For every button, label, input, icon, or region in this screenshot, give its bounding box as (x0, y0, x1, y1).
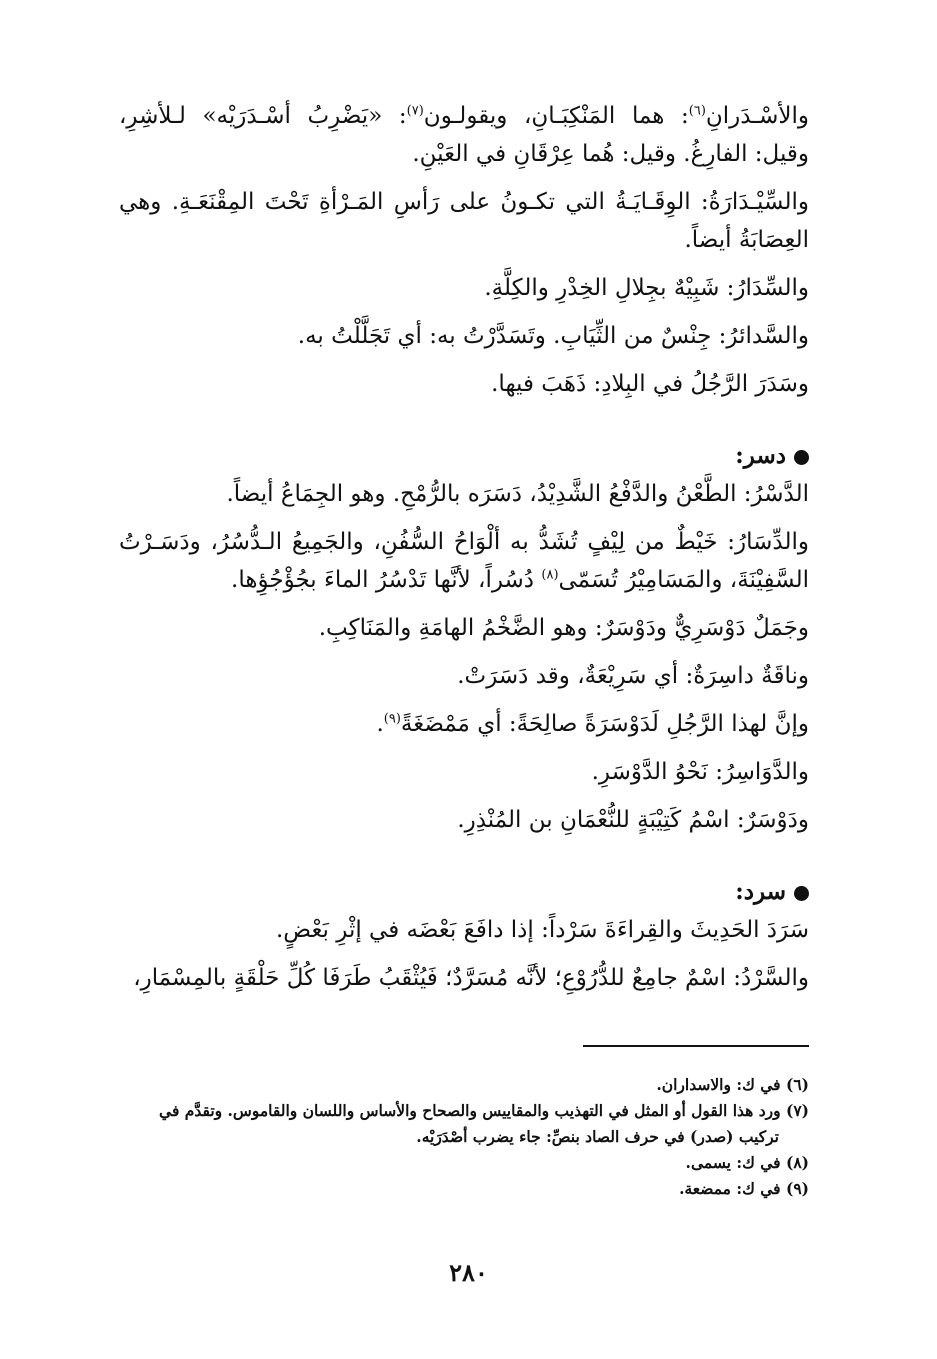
text-paragraph (119, 475, 809, 513)
footnote: (٩) في ك: ممضعة. (679, 1179, 809, 1198)
text-segment: الدَّسْرُ: الطَّعْنُ والدَّفْعُ الشَّدِيْدُ، دَسَرَه بالرُّمْحِ. وهو الجِمَاعُ أيضاً. (226, 481, 809, 507)
footnote: (٧) ورد هذا القول أو المثل في التهذيب والمقاييس والصحاح والأساس واللسان والقاموس. وتقدَّم في (159, 1101, 809, 1120)
text-segment: والسِّيْـدَارَةُ: الوِقَـايَـةُ التي تكـونُ على رَأسِ المَـرْأةِ تَحْتَ المِقْنَعَـةِ. وهي العِصَابَةُ أيضاً. (119, 189, 809, 253)
bullet-icon (794, 886, 809, 901)
bullet-icon (794, 450, 809, 465)
text-segment: ودَوْسَرٌ: اسْمُ كَتِيْبَةٍ للنُّعْمَانِ بن المُنْذِرِ. (457, 807, 809, 833)
text-paragraph (119, 609, 809, 647)
entry-heading (119, 873, 809, 911)
text-paragraph (119, 317, 809, 355)
text-segment: والسِّدَارُ: شَبِيْهٌ بجِلالِ الخِدْرِ والكِلَّةِ. (484, 275, 809, 301)
text-segment: وسَدَرَ الرَّجُلُ في البِلادِ: ذَهَبَ فيها. (491, 371, 809, 397)
text-segment: سرد: (735, 878, 786, 905)
footnote-marker: (٩) (383, 711, 401, 727)
text-paragraph (119, 269, 809, 307)
main-text (119, 97, 809, 1007)
text-segment: وجَمَلٌ دَوْسَرِيٌّ ودَوْسَرٌ: وهو الضَّخْمُ الهامَةِ والمَنَاكِبِ. (318, 615, 809, 641)
text-segment: والدَّوَاسِرُ: نَحْوُ الدَّوْسَرِ. (591, 759, 809, 785)
footnote-marker: (٦) (688, 103, 706, 119)
footnote-marker: (٨) (541, 567, 559, 583)
text-segment: : «يَضْرِبُ أسْـدَرَيْه» لـلأشِرِ، وقيل: الفارِغُ. وقيل: هُما عِرْقَانِ في العَيْنِ. (119, 103, 809, 167)
text-paragraph (119, 753, 809, 791)
text-segment: . (376, 711, 384, 737)
text-paragraph (119, 801, 809, 839)
text-segment: والدِّسَارُ: خَيْطٌ من لِيْفٍ تُشَدُّ به ألْوَاحُ السُّفُنِ، والجَمِيعُ الـدُّسُرُ، ودَسَـرْتُ السَّفِيْنَةَ، والمَسَامِيْرُ تُسَمّى (119, 529, 809, 593)
text-paragraph (119, 657, 809, 695)
text-paragraph (119, 97, 809, 173)
text-segment: سَرَدَ الحَدِيثَ والقِراءَةَ سَرْداً: إذا دافَعَ بَعْضَه في إثْرِ بَعْضٍ. (275, 917, 809, 943)
text-segment: والسَّدائرُ: جِنْسٌ من الثِّيَابِ. وتَسَدَّرْتُ به: أي تَجَلَّلْتُ به. (297, 323, 809, 349)
text-paragraph (119, 183, 809, 259)
text-segment: وناقَةٌ داسِرَةٌ: أي سَرِيْعَةٌ، وقد دَسَرَتْ. (457, 663, 809, 689)
text-paragraph (119, 911, 809, 949)
text-paragraph (119, 523, 809, 599)
text-segment: دُسُراً، لأنَّها تَدْسُرُ الماءَ بجُؤْجُؤِها. (231, 567, 542, 593)
text-paragraph (119, 705, 809, 743)
text-paragraph (119, 959, 809, 997)
footnote: (٨) في ك: يسمى. (685, 1153, 809, 1172)
text-segment: والأسْـدَرانِ (705, 103, 809, 129)
footnote: (٦) في ك: والاسداران. (656, 1075, 809, 1094)
text-segment: والسَّرْدُ: اسْمٌ جامِعٌ للدُّرُوْعِ؛ لأنَّه مُسَرَّدٌ؛ فَيُثْقَبُ طَرَفَا كُلِّ حَلْقَةٍ بالمِسْمَارِ، (133, 965, 809, 991)
text-segment: دسر: (735, 442, 786, 469)
footnotes (119, 1072, 809, 1202)
entry-heading (119, 437, 809, 475)
page-number: ٢٨٠ (449, 1258, 488, 1287)
footnote-divider (583, 1045, 809, 1047)
text-segment: وإنَّ لهذا الرَّجُلِ لَدَوْسَرَةً صالِحَةً: أي مَمْضَغَةً (400, 711, 809, 737)
text-segment: : هما المَنْكِبَـانِ، ويقولـون (423, 103, 689, 129)
footnote-continuation: تركيب (صدر) في حرف الصاد بنصِّ: جاء يضرب أصْدَرَيْه. (416, 1127, 779, 1146)
text-paragraph (119, 365, 809, 403)
footnote-marker: (٧) (406, 103, 424, 119)
